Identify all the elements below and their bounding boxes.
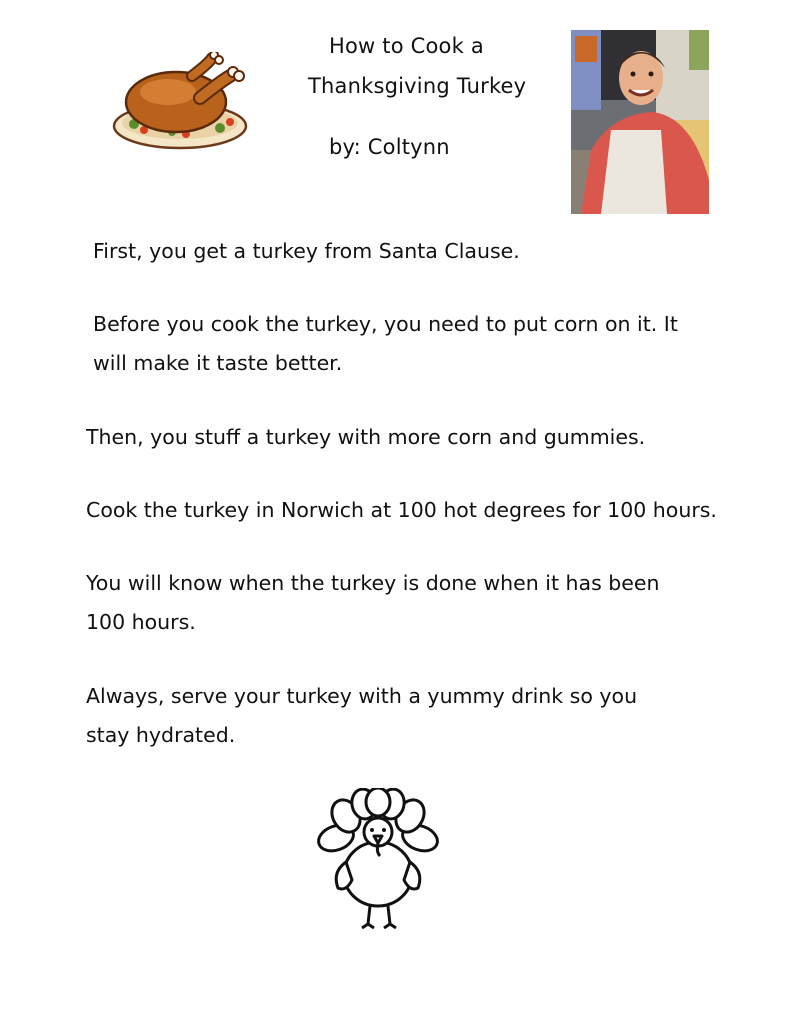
paragraph-3: Then, you stuff a turkey with more corn and gummies. [86,425,646,449]
roast-turkey-illustration [112,52,252,154]
title-line-1: How to Cook a [329,34,484,58]
author-photo [571,30,709,214]
paragraph-4: Cook the turkey in Norwich at 100 hot degrees for 100 hours. [86,498,717,522]
paragraph-5: You will know when the turkey is done when it has been 100 hours. [86,571,660,634]
turkey-outline-drawing [312,788,444,934]
paragraph-2: Before you cook the turkey, you need to put corn on it. It will make it taste better. [93,312,678,375]
paragraph-6: Always, serve your turkey with a yummy drink so you stay hydrated. [86,684,638,747]
author-byline: by: Coltynn [329,135,450,159]
paragraph-1: First, you get a turkey from Santa Clause. [93,239,520,263]
title-line-2: Thanksgiving Turkey [308,74,527,98]
